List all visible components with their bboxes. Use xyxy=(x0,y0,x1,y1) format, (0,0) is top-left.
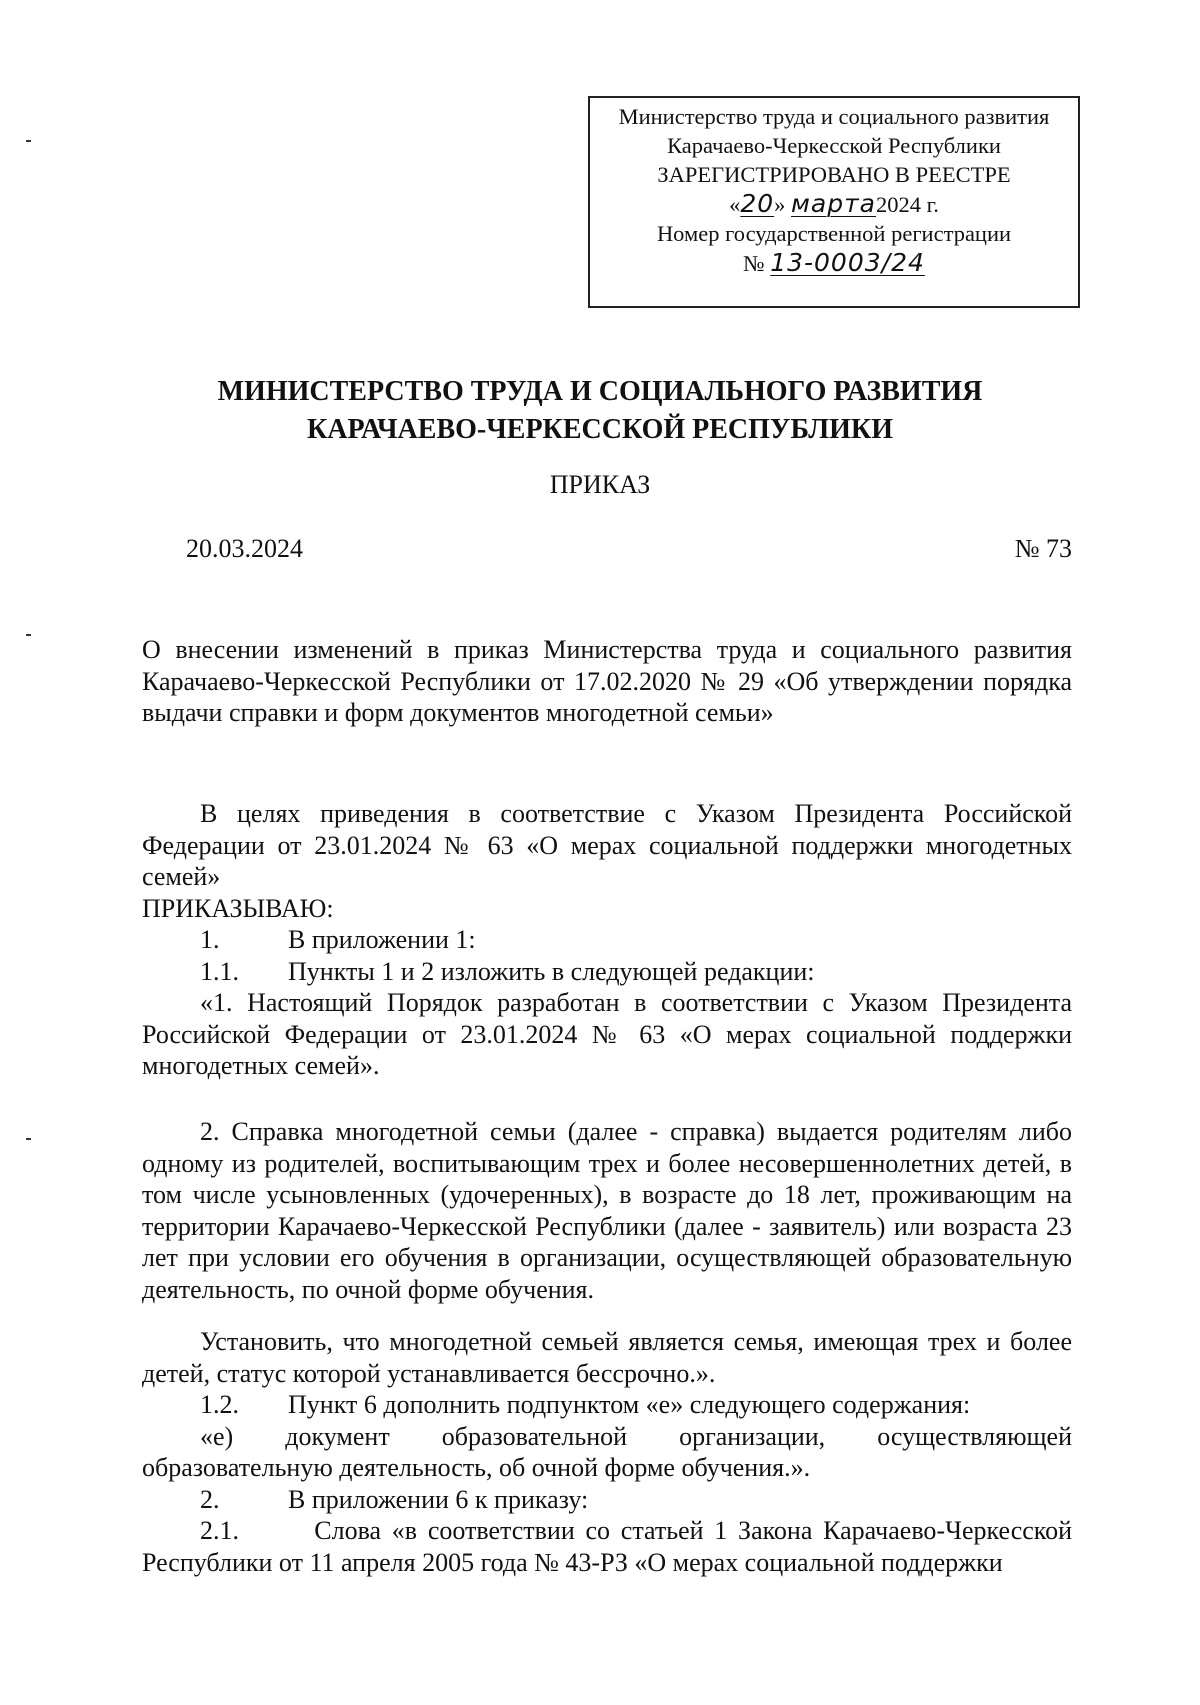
item-text: Пункты 1 и 2 изложить в следующей редакции: xyxy=(288,956,815,986)
ministry-title xyxy=(0,373,1200,449)
item-2 xyxy=(142,1484,1072,1516)
scan-mark xyxy=(26,1138,31,1140)
subject-text: О внесении изменений в приказ Министерства труда и социального развития Карачаево-Черкесской Республики от 17.02.2020 № 29 «Об утверждении порядка выдачи справки и форм документов многодетной семьи» xyxy=(142,635,1072,727)
stamp-date xyxy=(590,189,1078,219)
document-subject xyxy=(142,634,1072,729)
stamp-reg-prefix: № xyxy=(743,251,765,276)
item-1-1 xyxy=(142,956,1072,988)
stamp-reg-number: 13-0003/24 xyxy=(770,248,925,277)
stamp-date-year: 2024 г. xyxy=(875,192,939,217)
stamp-line: ЗАРЕГИСТРИРОВАНО В РЕЕСТРЕ xyxy=(657,162,1011,187)
document-type: ПРИКАЗ xyxy=(549,470,651,499)
item-1 xyxy=(142,924,1072,956)
item-1-2 xyxy=(142,1389,1072,1421)
stamp-line: Карачаево-Черкесской Республики xyxy=(667,133,1001,158)
order-word: ПРИКАЗЫВАЮ: xyxy=(142,893,334,923)
stamp-line: Номер государственной регистрации xyxy=(656,221,1012,246)
document-body xyxy=(142,798,1072,1082)
item-text: В приложении 1: xyxy=(288,925,476,954)
stamp-line: Министерство труда и социального развития xyxy=(618,104,1050,129)
document-body xyxy=(142,1326,1072,1578)
quote-paragraph-1: «1. Настоящий Порядок разработан в соответствии с Указом Президента Российской Федерации от 23.01.2024 № 63 «О мерах социальной поддержки многодетных семей». xyxy=(142,988,1072,1080)
stamp-date-month: марта xyxy=(791,189,876,218)
document-body xyxy=(142,1116,1072,1305)
item-text: Пункт 6 дополнить подпунктом «е» следующего содержания: xyxy=(288,1390,971,1419)
item-number: 1.2. xyxy=(200,1390,239,1419)
item-2-1 xyxy=(142,1515,1072,1578)
scan-mark xyxy=(26,140,31,142)
preamble: В целях приведения в соответствие с Указом Президента Российской Федерации от 23.01.2024 № 63 «О мерах социальной поддержки многодетных семей» xyxy=(142,799,1072,891)
item-number: 2.1. xyxy=(200,1516,239,1545)
stamp-date-open: « xyxy=(729,192,741,217)
registration-stamp xyxy=(588,96,1080,308)
stamp-reg xyxy=(590,248,1078,278)
quote-paragraph-2: 2. Справка многодетной семьи (далее - справка) выдается родителям либо одному из родителей, воспитывающим трех и более несовершеннолетних детей, в том числе усыновленных (удочеренных), в возрасте до 18 лет, проживающим на территории Карачаево-Черкесской Республики (далее - заявитель) или возраста 23 лет при условии его обучения в организации, осуществляющей образовательную деятельность, по очной форме обучения. xyxy=(142,1117,1072,1304)
document-date: 20.03.2024 xyxy=(186,534,303,563)
scan-mark xyxy=(26,634,31,636)
item-text: Слова «в соответствии со статьей 1 Закона Карачаево-Черкесской Республики от 11 апреля 2005 года № 43-РЗ «О мерах социальной поддержки xyxy=(142,1516,1072,1577)
item-number: 1.1. xyxy=(200,956,239,986)
sub-e-paragraph: «е) документ образовательной организации, осуществляющей образовательную деятельность, об очной форме обучения.». xyxy=(142,1421,1072,1482)
establish-paragraph: Установить, что многодетной семьей является семья, имеющая трех и более детей, статус которой устанавливается бессрочно.». xyxy=(142,1327,1072,1388)
item-text: В приложении 6 к приказу: xyxy=(288,1484,589,1514)
ministry-title-line: МИНИСТЕРСТВО ТРУДА И СОЦИАЛЬНОГО РАЗВИТИЯ xyxy=(217,376,983,407)
ministry-title-line: КАРАЧАЕВО-ЧЕРКЕССКОЙ РЕСПУБЛИКИ xyxy=(306,414,894,445)
item-number: 1. xyxy=(200,925,220,954)
item-number: 2. xyxy=(200,1484,220,1514)
stamp-date-mid: » xyxy=(774,192,786,217)
stamp-date-day: 20 xyxy=(740,189,775,218)
document-number: № 73 xyxy=(1014,534,1072,563)
